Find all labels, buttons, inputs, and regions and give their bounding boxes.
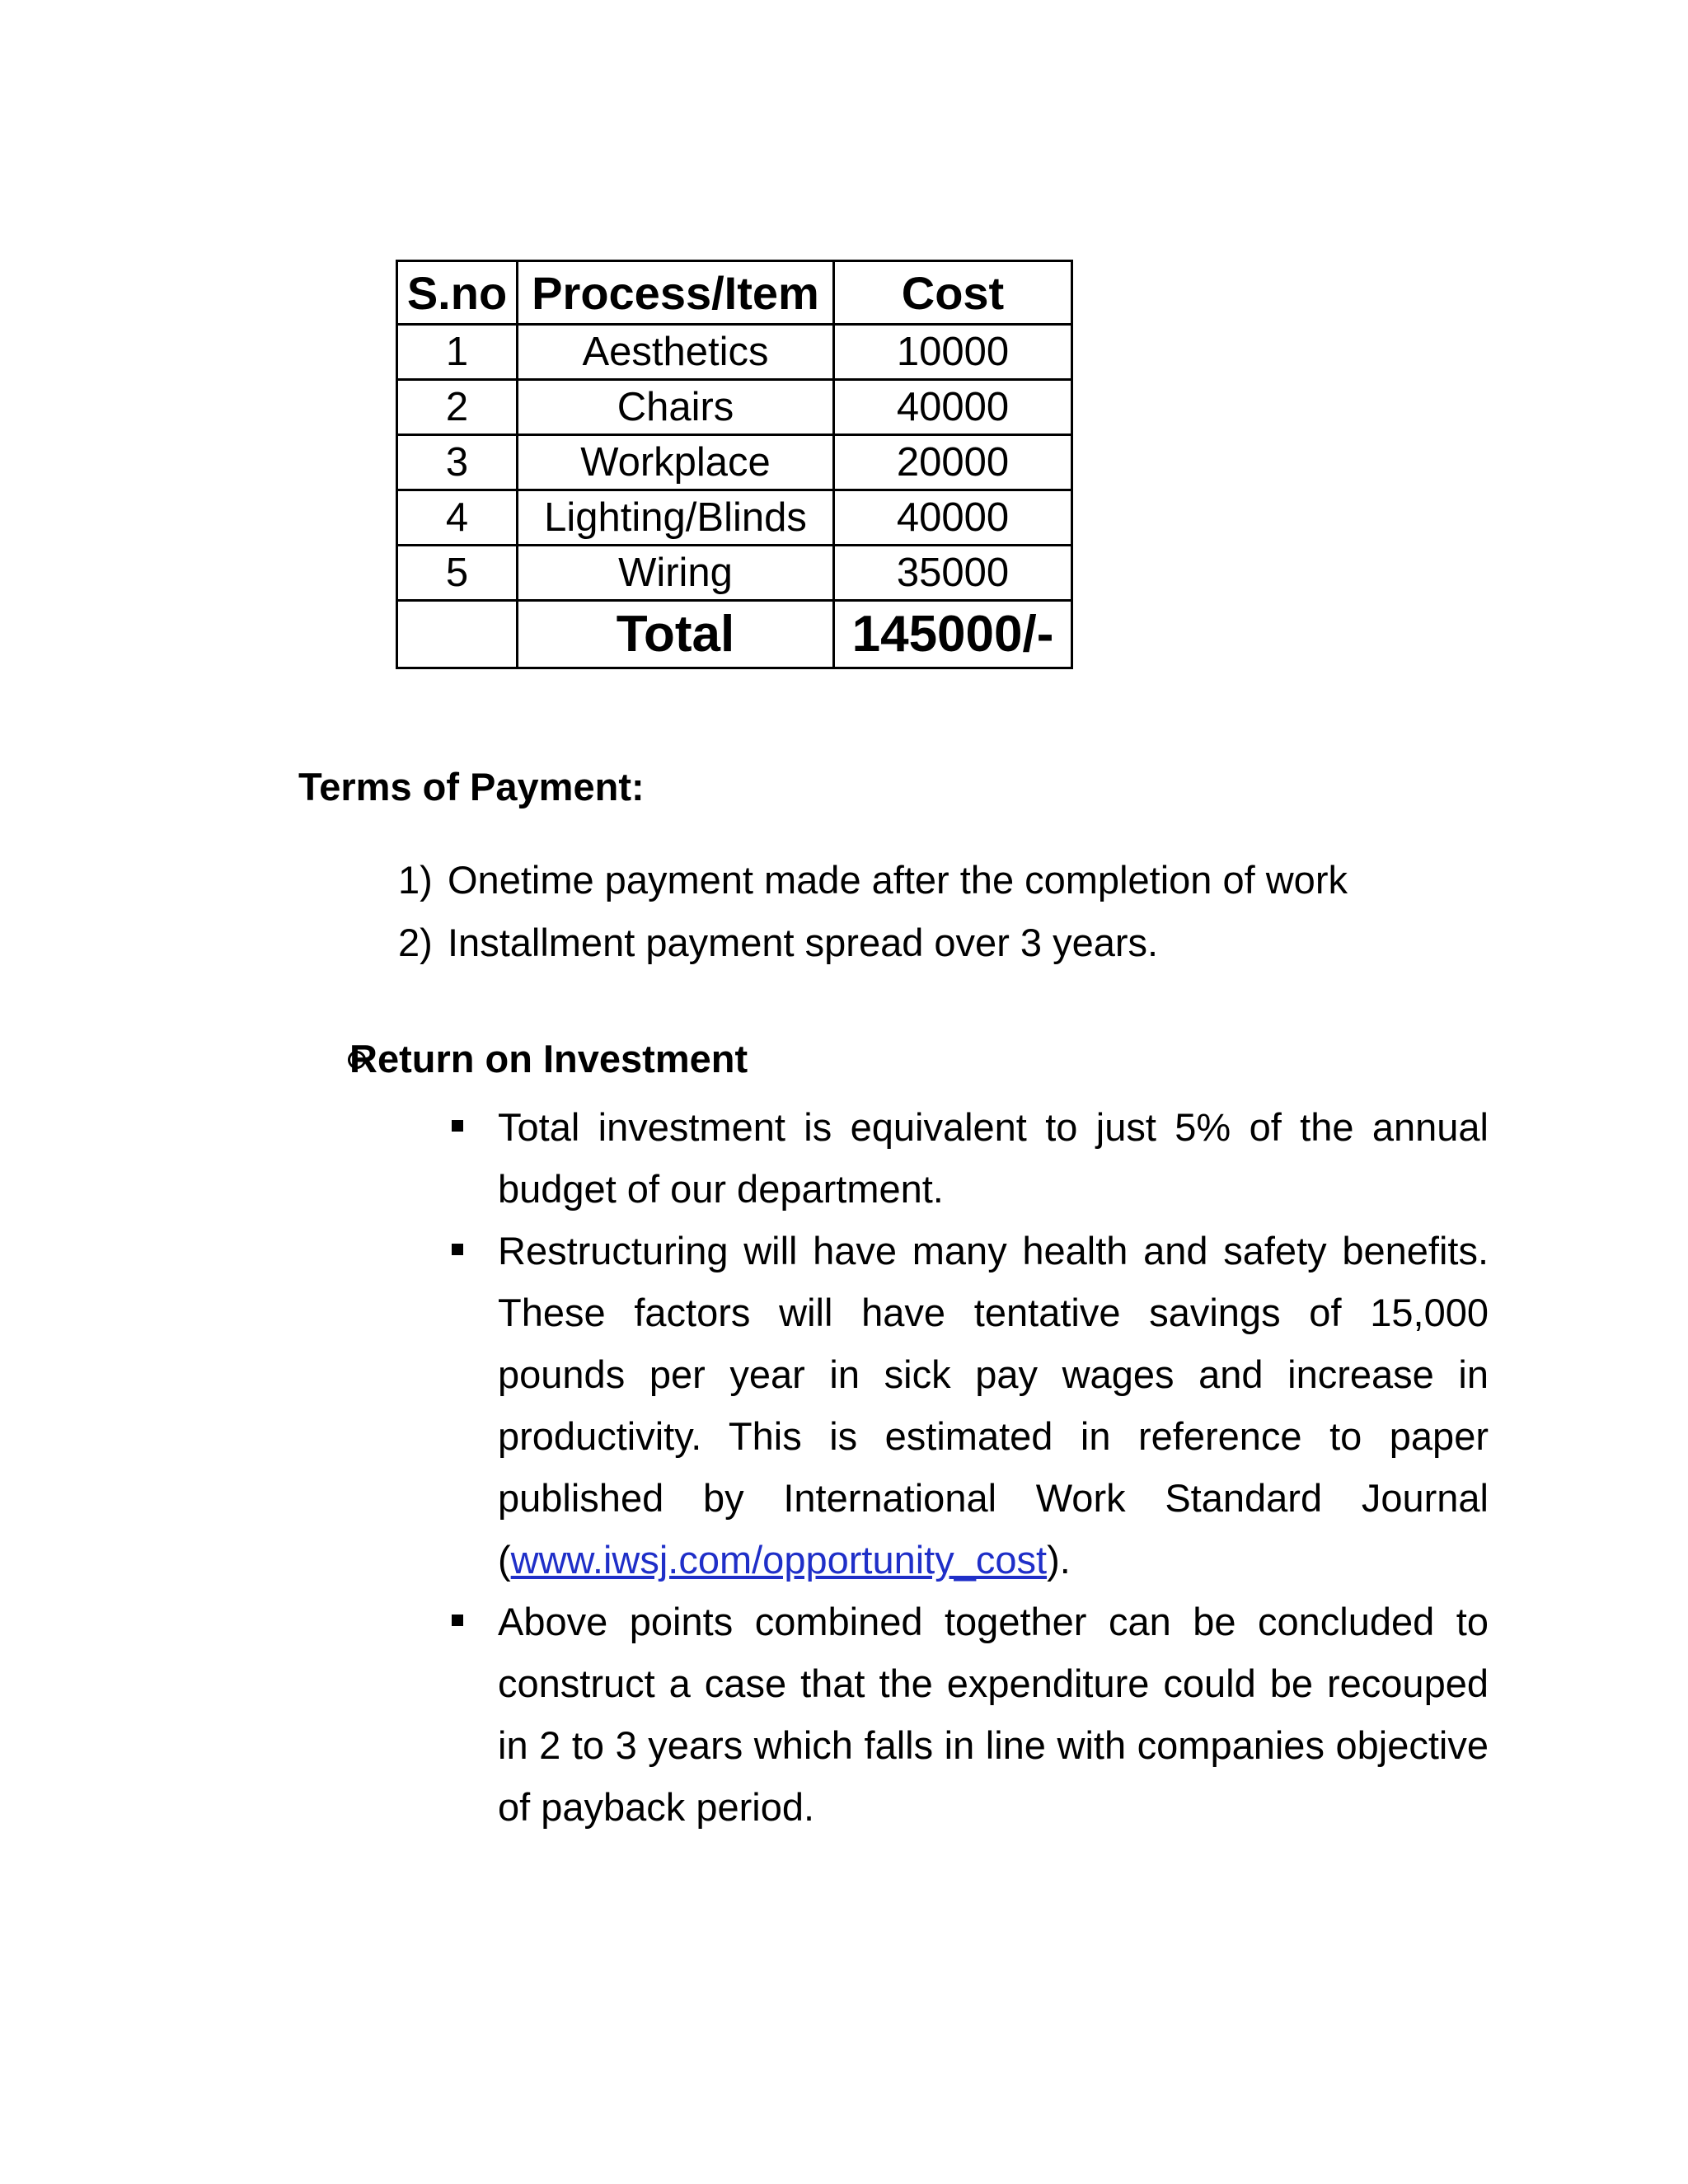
list-item xyxy=(498,1591,1489,1838)
cell-cost: 35000 xyxy=(834,546,1072,601)
header-process-item: Process/Item xyxy=(518,261,834,325)
cell-cost: 10000 xyxy=(834,325,1072,380)
cell-item: Wiring xyxy=(518,546,834,601)
total-label: Total xyxy=(518,601,834,668)
table-row xyxy=(397,380,1072,435)
square-bullet-icon xyxy=(452,1615,463,1626)
square-bullet-icon xyxy=(452,1120,463,1132)
terms-heading: Terms of Payment: xyxy=(298,765,645,808)
cell-cost: 40000 xyxy=(834,490,1072,546)
square-bullet-icon xyxy=(452,1244,463,1255)
list-text: Onetime payment made after the completion of work xyxy=(448,858,1348,902)
bullet-text: Above points combined together can be concluded to construct a case that the expenditure could be recouped in 2 to 3 years which falls in line with companies objective of payback period. xyxy=(498,1600,1489,1829)
list-number: 2) xyxy=(398,921,433,964)
cell-item: Aesthetics xyxy=(518,325,834,380)
cost-table xyxy=(396,260,1073,669)
reference-link[interactable]: www.iwsj.com/opportunity_cost xyxy=(510,1538,1048,1582)
list-item xyxy=(398,849,1348,912)
cell-item: Chairs xyxy=(518,380,834,435)
table-row xyxy=(397,325,1072,380)
cell-cost: 20000 xyxy=(834,435,1072,490)
cell-sno: 4 xyxy=(397,490,518,546)
bullet-text: Total investment is equivalent to just 5% of the annual budget of our department. xyxy=(498,1105,1489,1211)
cell-sno: 2 xyxy=(397,380,518,435)
table-total-row xyxy=(397,601,1072,668)
table-row xyxy=(397,546,1072,601)
table-row xyxy=(397,490,1072,546)
cell-empty xyxy=(397,601,518,668)
list-item xyxy=(398,912,1348,974)
list-item xyxy=(498,1096,1489,1220)
cell-item: Workplace xyxy=(518,435,834,490)
cell-sno: 1 xyxy=(397,325,518,380)
table-row xyxy=(397,435,1072,490)
cell-sno: 5 xyxy=(397,546,518,601)
header-sno: S.no xyxy=(397,261,518,325)
bullet-text: Restructuring will have many health and safety benefits. These factors will have tentative savings of 15,000 pounds per year in sick pay wages and increase in productivity. This is estimated in reference to paper published by International Work Standard Journal ( xyxy=(498,1229,1489,1582)
cell-item: Lighting/Blinds xyxy=(518,490,834,546)
list-item xyxy=(498,1220,1489,1591)
cell-sno: 3 xyxy=(397,435,518,490)
table-header-row xyxy=(397,261,1072,325)
cell-cost: 40000 xyxy=(834,380,1072,435)
roi-heading: Return on Investment xyxy=(349,1037,748,1080)
roi-bullet-list xyxy=(498,1096,1489,1838)
list-text: Installment payment spread over 3 years. xyxy=(448,921,1159,964)
bullet-text-end: ). xyxy=(1047,1538,1071,1582)
total-value: 145000/- xyxy=(834,601,1072,668)
terms-list xyxy=(398,849,1348,974)
list-number: 1) xyxy=(398,858,433,902)
header-cost: Cost xyxy=(834,261,1072,325)
